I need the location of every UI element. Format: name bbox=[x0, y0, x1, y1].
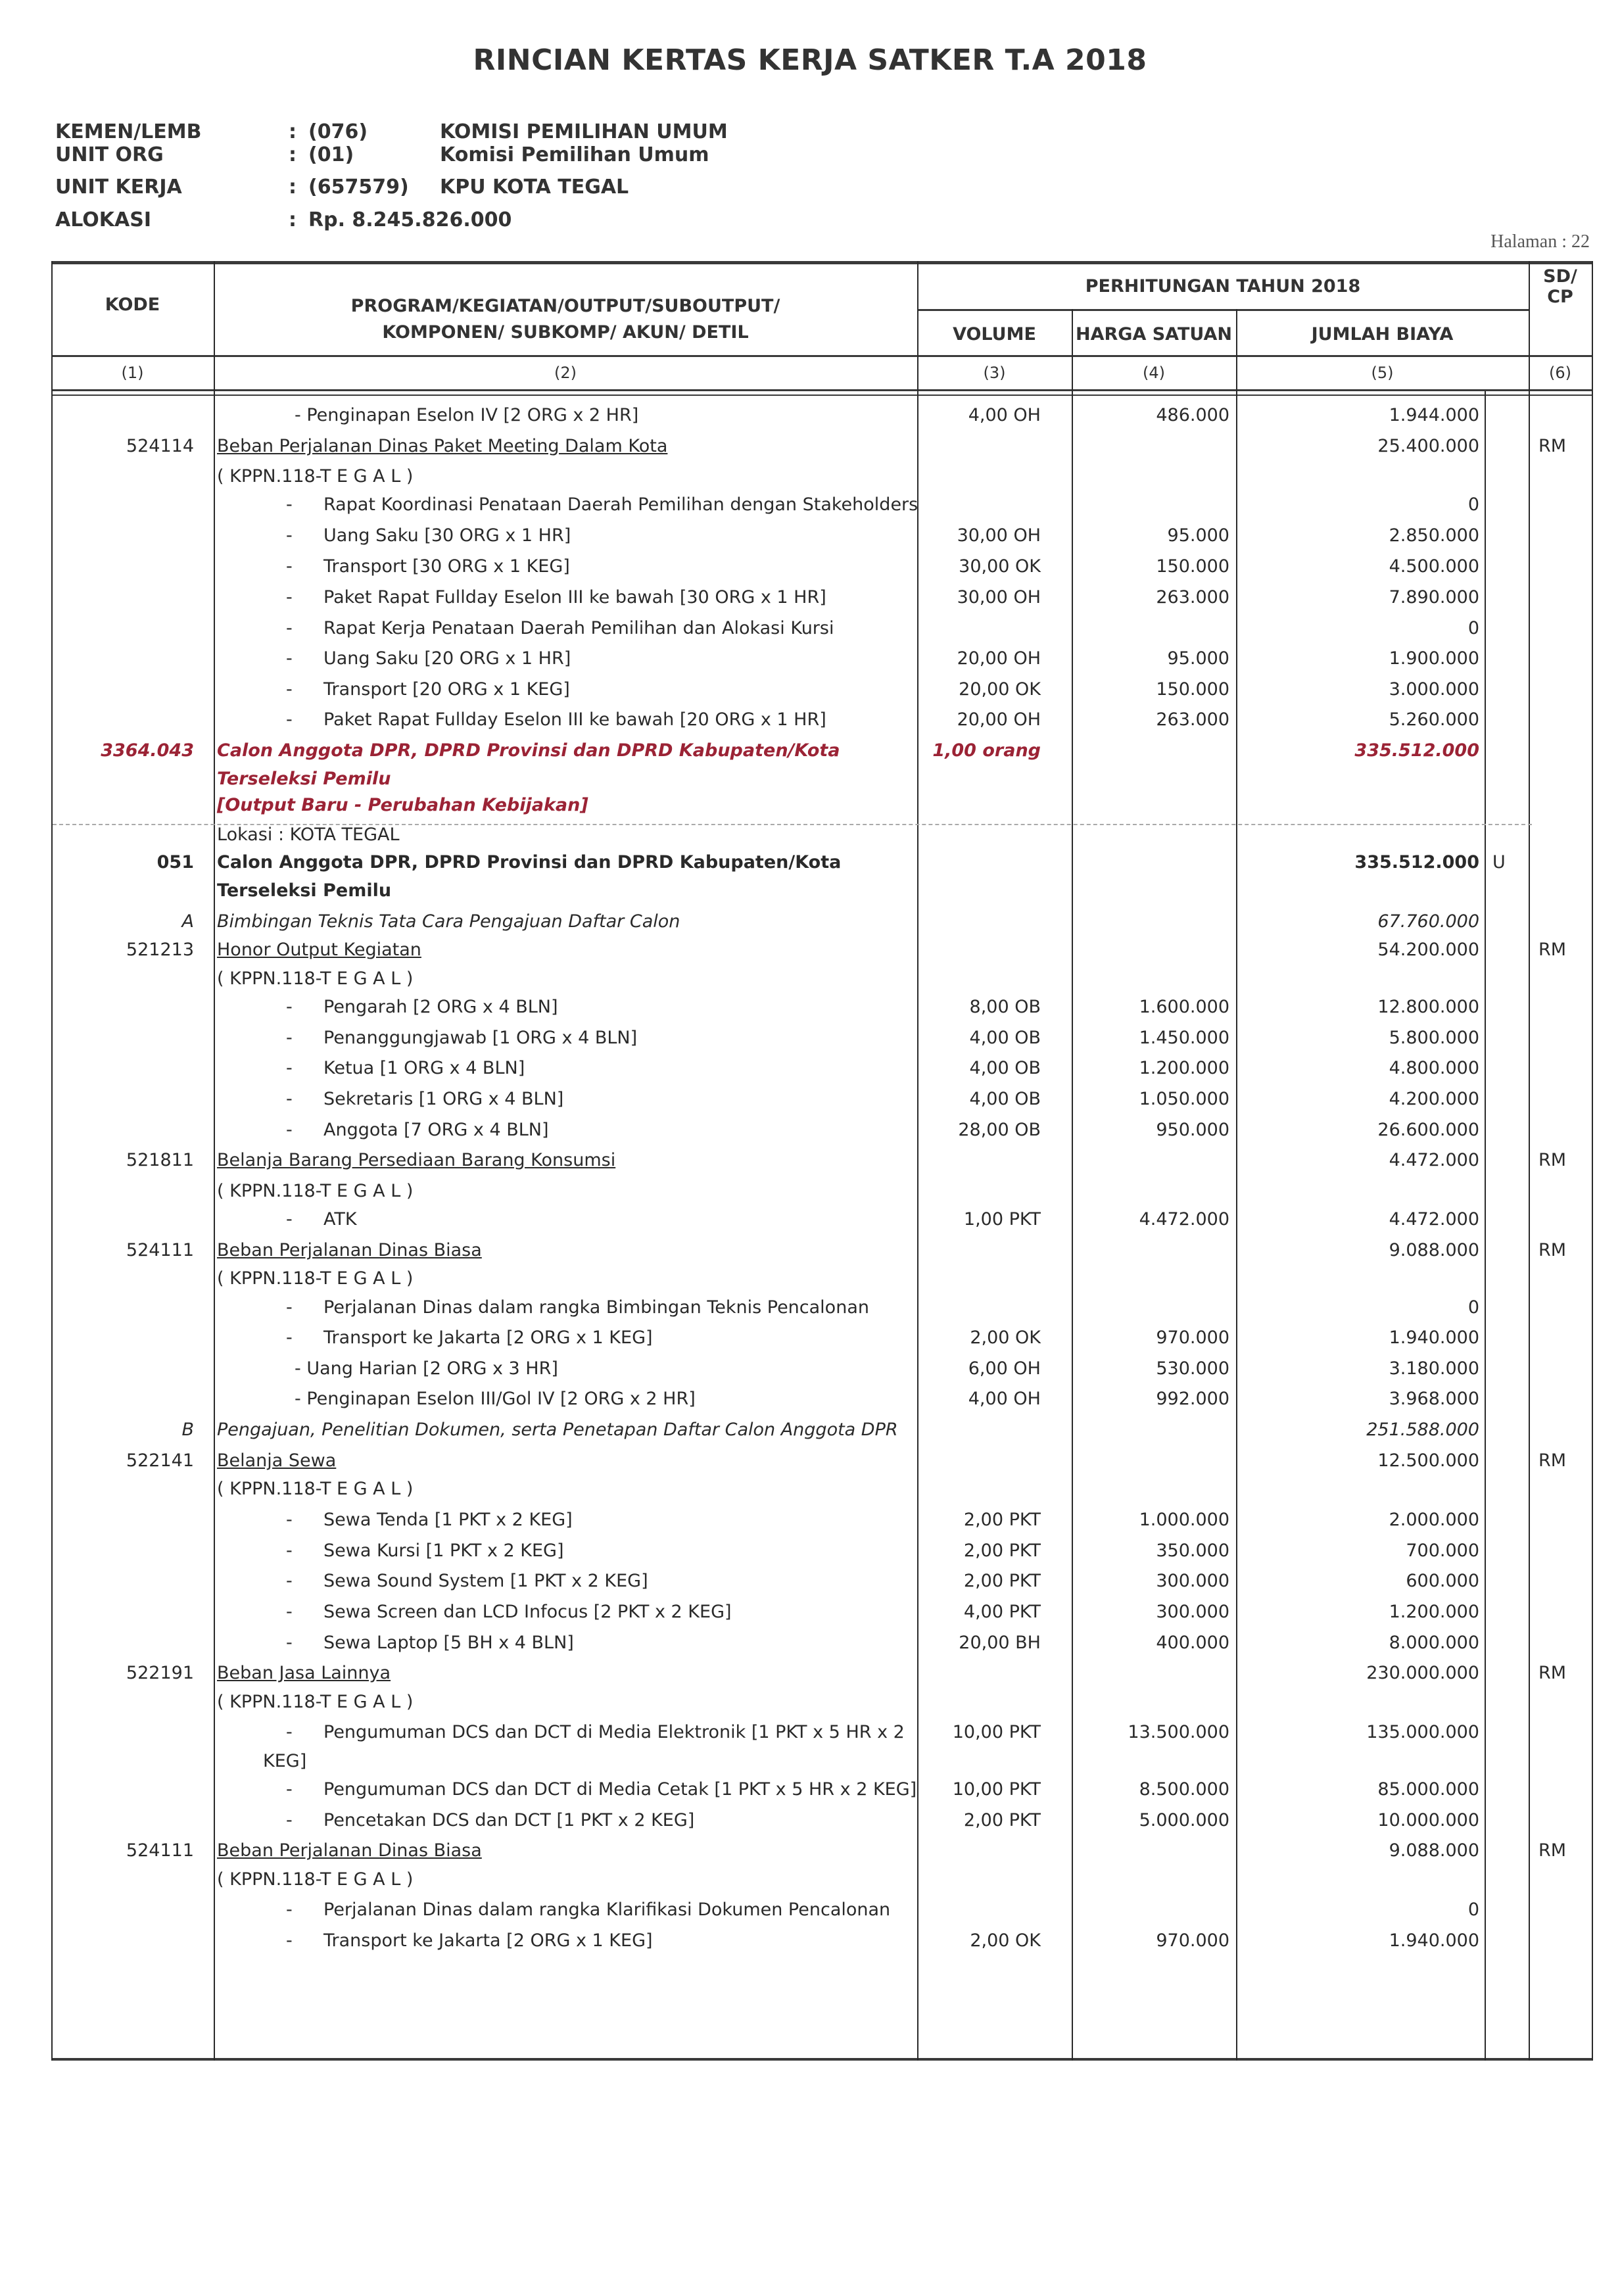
row-description: Honor Output Kegiatan bbox=[217, 940, 421, 960]
bullet-icon: - bbox=[286, 1209, 293, 1230]
row-description: Perjalanan Dinas dalam rangka Bimbingan Teknis Pencalonan bbox=[323, 1297, 869, 1318]
row-volume: 10,00 PKT bbox=[952, 1722, 1041, 1742]
meta-colon: : bbox=[289, 176, 297, 199]
row-volume: 2,00 OK bbox=[970, 1930, 1041, 1951]
row-description: ( KPPN.118-T E G A L ) bbox=[217, 969, 414, 989]
table-row bbox=[0, 521, 1620, 552]
row-jumlah-biaya: 3.180.000 bbox=[1389, 1358, 1479, 1379]
row-harga-satuan: 1.000.000 bbox=[1139, 1510, 1229, 1530]
row-jumlah-biaya: 1.200.000 bbox=[1389, 1602, 1479, 1622]
row-description: Anggota [7 ORG x 4 BLN] bbox=[323, 1120, 549, 1140]
bullet-icon: - bbox=[286, 556, 293, 577]
row-sdcp: RM bbox=[1538, 1240, 1567, 1260]
row-jumlah-biaya: 251.588.000 bbox=[1366, 1420, 1479, 1440]
bullet-icon: - bbox=[286, 1541, 293, 1561]
row-harga-satuan: 1.450.000 bbox=[1139, 1028, 1229, 1048]
row-description: Pengumuman DCS dan DCT di Media Cetak [1 PKT x 5 HR x 2 KEG] bbox=[323, 1779, 917, 1800]
row-volume: 4,00 OB bbox=[969, 1058, 1041, 1078]
row-description: Ketua [1 ORG x 4 BLN] bbox=[323, 1058, 525, 1078]
row-description: KEG] bbox=[263, 1751, 307, 1771]
row-description: Terseleksi Pemilu bbox=[217, 880, 392, 901]
table-row bbox=[0, 706, 1620, 736]
row-description: Calon Anggota DPR, DPRD Provinsi dan DPRD Kabupaten/Kota bbox=[217, 740, 840, 761]
table-row bbox=[0, 1506, 1620, 1537]
header-sdcp-line2: CP bbox=[1547, 287, 1573, 307]
meta-name: Komisi Pemilihan Umum bbox=[440, 143, 709, 166]
row-volume: 2,00 PKT bbox=[963, 1510, 1041, 1530]
row-volume: 30,00 OH bbox=[957, 525, 1041, 546]
table-row bbox=[0, 1537, 1620, 1567]
bullet-icon: - bbox=[286, 587, 293, 608]
row-description: Transport ke Jakarta [2 ORG x 1 KEG] bbox=[323, 1327, 653, 1348]
row-jumlah-biaya: 3.000.000 bbox=[1389, 679, 1479, 700]
row-description: ( KPPN.118-T E G A L ) bbox=[217, 1268, 414, 1289]
row-jumlah-biaya: 9.088.000 bbox=[1389, 1840, 1479, 1861]
row-volume: 10,00 PKT bbox=[952, 1779, 1041, 1800]
table-row bbox=[0, 736, 1620, 767]
row-description: ( KPPN.118-T E G A L ) bbox=[217, 1692, 414, 1712]
table-bottom-border bbox=[51, 2058, 1593, 2061]
row-description: Rapat Koordinasi Penataan Daerah Pemilihan dengan Stakeholders bbox=[323, 494, 918, 515]
bullet-icon: - bbox=[286, 1779, 293, 1800]
bullet-icon: - bbox=[286, 1722, 293, 1742]
row-jumlah-biaya: 12.500.000 bbox=[1377, 1450, 1479, 1471]
row-description: Beban Perjalanan Dinas Biasa bbox=[217, 1840, 482, 1861]
colno-bottom-border-2 bbox=[51, 395, 1593, 396]
header-kode: KODE bbox=[105, 295, 160, 315]
row-kode: 524111 bbox=[126, 1240, 194, 1260]
row-jumlah-biaya: 5.800.000 bbox=[1389, 1028, 1479, 1048]
colno-3: (3) bbox=[983, 364, 1006, 382]
table-row bbox=[0, 1567, 1620, 1598]
meta-colon: : bbox=[289, 143, 297, 166]
row-jumlah-biaya: 26.600.000 bbox=[1377, 1120, 1479, 1140]
row-jumlah-biaya: 4.500.000 bbox=[1389, 556, 1479, 577]
row-jumlah-biaya: 1.900.000 bbox=[1389, 648, 1479, 669]
row-volume: 20,00 OH bbox=[957, 648, 1041, 669]
row-volume: 6,00 OH bbox=[968, 1358, 1041, 1379]
bullet-icon: - bbox=[286, 1327, 293, 1348]
table-row bbox=[0, 644, 1620, 675]
table-row bbox=[0, 1865, 1620, 1896]
row-description: Pengarah [2 ORG x 4 BLN] bbox=[323, 997, 558, 1017]
row-description: Transport [20 ORG x 1 KEG] bbox=[323, 679, 570, 700]
colno-4: (4) bbox=[1143, 364, 1165, 382]
table-row bbox=[0, 1926, 1620, 1957]
bullet-icon: - bbox=[286, 1089, 293, 1109]
row-kode: 522191 bbox=[126, 1663, 194, 1683]
row-harga-satuan: 150.000 bbox=[1156, 679, 1229, 700]
row-harga-satuan: 992.000 bbox=[1156, 1389, 1229, 1409]
row-volume: 4,00 OB bbox=[969, 1089, 1041, 1109]
row-description: Pencetakan DCS dan DCT [1 PKT x 2 KEG] bbox=[323, 1810, 695, 1830]
row-description: ( KPPN.118-T E G A L ) bbox=[217, 466, 414, 487]
row-volume: 2,00 PKT bbox=[963, 1571, 1041, 1591]
table-row bbox=[0, 1598, 1620, 1629]
row-jumlah-biaya: 700.000 bbox=[1406, 1541, 1479, 1561]
bullet-icon: - bbox=[286, 1058, 293, 1078]
row-description: Transport ke Jakarta [2 ORG x 1 KEG] bbox=[323, 1930, 653, 1951]
row-description: Sewa Sound System [1 PKT x 2 KEG] bbox=[323, 1571, 648, 1591]
row-jumlah-biaya: 4.200.000 bbox=[1389, 1089, 1479, 1109]
meta-label: UNIT KERJA bbox=[55, 176, 182, 199]
row-jumlah-biaya: 4.800.000 bbox=[1389, 1058, 1479, 1078]
row-description: Terseleksi Pemilu bbox=[217, 769, 391, 789]
bullet-icon: - bbox=[286, 679, 293, 700]
bullet-icon: - bbox=[286, 1602, 293, 1622]
header-perhitungan: PERHITUNGAN TAHUN 2018 bbox=[1085, 276, 1361, 297]
table-row bbox=[0, 1775, 1620, 1806]
row-jumlah-biaya: 135.000.000 bbox=[1366, 1722, 1479, 1742]
row-harga-satuan: 300.000 bbox=[1156, 1571, 1229, 1591]
table-row bbox=[0, 1416, 1620, 1447]
header-divider bbox=[917, 309, 1529, 311]
row-harga-satuan: 263.000 bbox=[1156, 587, 1229, 608]
row-sdcp: RM bbox=[1538, 940, 1567, 960]
meta-name: KPU KOTA TEGAL bbox=[440, 176, 629, 199]
row-jumlah-biaya: 7.890.000 bbox=[1389, 587, 1479, 608]
row-kode: 3364.043 bbox=[101, 740, 194, 761]
table-row bbox=[0, 907, 1620, 938]
row-harga-satuan: 486.000 bbox=[1156, 405, 1229, 425]
row-volume: 2,00 PKT bbox=[963, 1810, 1041, 1830]
row-volume: 4,00 PKT bbox=[963, 1602, 1041, 1622]
row-flag: U bbox=[1492, 852, 1506, 873]
page-number: Halaman : 22 bbox=[1490, 231, 1590, 252]
row-jumlah-biaya: 1.940.000 bbox=[1389, 1930, 1479, 1951]
meta-code: (01) bbox=[308, 143, 354, 166]
row-volume: 20,00 OK bbox=[959, 679, 1041, 700]
row-kode: 524114 bbox=[126, 436, 194, 456]
row-description: Rapat Kerja Penataan Daerah Pemilihan dan Alokasi Kursi bbox=[323, 618, 834, 638]
row-volume: 4,00 OH bbox=[968, 1389, 1041, 1409]
row-description: ( KPPN.118-T E G A L ) bbox=[217, 1181, 414, 1201]
row-harga-satuan: 4.472.000 bbox=[1139, 1209, 1229, 1230]
row-description: ( KPPN.118-T E G A L ) bbox=[217, 1869, 414, 1890]
row-kode: 521213 bbox=[126, 940, 194, 960]
row-description: - Uang Harian [2 ORG x 3 HR] bbox=[295, 1358, 558, 1379]
row-description: Uang Saku [20 ORG x 1 HR] bbox=[323, 648, 571, 669]
row-jumlah-biaya: 12.800.000 bbox=[1377, 997, 1479, 1017]
document-title: RINCIAN KERTAS KERJA SATKER T.A 2018 bbox=[473, 43, 1147, 77]
row-jumlah-biaya: 25.400.000 bbox=[1377, 436, 1479, 456]
colno-bottom-border bbox=[51, 389, 1593, 391]
header-program-line1: PROGRAM/KEGIATAN/OUTPUT/SUBOUTPUT/ bbox=[350, 296, 780, 316]
bullet-icon: - bbox=[286, 648, 293, 669]
row-kode: 521811 bbox=[126, 1150, 194, 1170]
row-jumlah-biaya: 4.472.000 bbox=[1389, 1150, 1479, 1170]
table-row bbox=[0, 432, 1620, 463]
row-volume: 30,00 OH bbox=[957, 587, 1041, 608]
row-description: Lokasi : KOTA TEGAL bbox=[217, 825, 400, 845]
bullet-icon: - bbox=[286, 1900, 293, 1920]
table-row bbox=[0, 1747, 1620, 1778]
row-jumlah-biaya: 5.260.000 bbox=[1389, 709, 1479, 730]
row-jumlah-biaya: 230.000.000 bbox=[1366, 1663, 1479, 1683]
row-volume: 30,00 OK bbox=[959, 556, 1041, 577]
row-jumlah-biaya: 3.968.000 bbox=[1389, 1389, 1479, 1409]
table-row bbox=[0, 1205, 1620, 1236]
table-row bbox=[0, 1659, 1620, 1690]
row-kode: B bbox=[181, 1420, 194, 1440]
row-description: Paket Rapat Fullday Eselon III ke bawah [30 ORG x 1 HR] bbox=[323, 587, 826, 608]
row-jumlah-biaya: 8.000.000 bbox=[1389, 1633, 1479, 1653]
table-row bbox=[0, 848, 1620, 879]
row-harga-satuan: 8.500.000 bbox=[1139, 1779, 1229, 1800]
table-row bbox=[0, 791, 1620, 822]
row-description: Transport [30 ORG x 1 KEG] bbox=[323, 556, 570, 577]
row-description: Sewa Screen dan LCD Infocus [2 PKT x 2 KEG] bbox=[323, 1602, 732, 1622]
row-jumlah-biaya: 1.944.000 bbox=[1389, 405, 1479, 425]
row-description: Bimbingan Teknis Tata Cara Pengajuan Daftar Calon bbox=[217, 911, 680, 932]
bullet-icon: - bbox=[286, 525, 293, 546]
table-row bbox=[0, 936, 1620, 967]
bullet-icon: - bbox=[286, 618, 293, 638]
row-harga-satuan: 1.600.000 bbox=[1139, 997, 1229, 1017]
table-row bbox=[0, 1116, 1620, 1147]
table-row bbox=[0, 1718, 1620, 1749]
table-row bbox=[0, 1354, 1620, 1385]
table-row bbox=[0, 675, 1620, 706]
row-description: Beban Perjalanan Dinas Biasa bbox=[217, 1240, 482, 1260]
bullet-icon: - bbox=[286, 1120, 293, 1140]
table-row bbox=[0, 401, 1620, 432]
table-row bbox=[0, 1264, 1620, 1295]
row-harga-satuan: 263.000 bbox=[1156, 709, 1229, 730]
row-volume: 4,00 OB bbox=[969, 1028, 1041, 1048]
row-sdcp: RM bbox=[1538, 1150, 1567, 1170]
row-description: Pengajuan, Penelitian Dokumen, serta Penetapan Daftar Calon Anggota DPR bbox=[217, 1420, 898, 1440]
meta-label: KEMEN/LEMB bbox=[55, 120, 202, 143]
bullet-icon: - bbox=[286, 1810, 293, 1830]
row-harga-satuan: 1.050.000 bbox=[1139, 1089, 1229, 1109]
row-jumlah-biaya: 2.000.000 bbox=[1389, 1510, 1479, 1530]
row-sdcp: RM bbox=[1538, 436, 1567, 456]
row-volume: 20,00 OH bbox=[957, 709, 1041, 730]
row-jumlah-biaya: 1.940.000 bbox=[1389, 1327, 1479, 1348]
table-row bbox=[0, 614, 1620, 645]
row-jumlah-biaya: 600.000 bbox=[1406, 1571, 1479, 1591]
row-volume: 20,00 BH bbox=[959, 1633, 1041, 1653]
table-row bbox=[0, 1896, 1620, 1926]
row-description: Sewa Kursi [1 PKT x 2 KEG] bbox=[323, 1541, 564, 1561]
colno-2: (2) bbox=[554, 364, 577, 382]
row-description: Pengumuman DCS dan DCT di Media Elektronik [1 PKT x 5 HR x 2 bbox=[323, 1722, 905, 1742]
row-kode: 524111 bbox=[126, 1840, 194, 1861]
row-volume: 1,00 PKT bbox=[963, 1209, 1041, 1230]
row-jumlah-biaya: 0 bbox=[1467, 1297, 1479, 1318]
bullet-icon: - bbox=[286, 997, 293, 1017]
row-sdcp: RM bbox=[1538, 1840, 1567, 1861]
row-description: Paket Rapat Fullday Eselon III ke bawah [20 ORG x 1 HR] bbox=[323, 709, 826, 730]
row-jumlah-biaya: 0 bbox=[1467, 494, 1479, 515]
table-row bbox=[0, 1629, 1620, 1660]
table-row bbox=[0, 1688, 1620, 1719]
row-harga-satuan: 13.500.000 bbox=[1128, 1722, 1229, 1742]
table-row bbox=[0, 876, 1620, 907]
row-harga-satuan: 950.000 bbox=[1156, 1120, 1229, 1140]
table-row bbox=[0, 552, 1620, 583]
row-description: Calon Anggota DPR, DPRD Provinsi dan DPRD Kabupaten/Kota bbox=[217, 852, 842, 873]
row-harga-satuan: 530.000 bbox=[1156, 1358, 1229, 1379]
row-jumlah-biaya: 335.512.000 bbox=[1354, 852, 1479, 873]
row-kode: A bbox=[181, 911, 194, 932]
row-jumlah-biaya: 85.000.000 bbox=[1377, 1779, 1479, 1800]
row-harga-satuan: 95.000 bbox=[1167, 525, 1229, 546]
row-jumlah-biaya: 4.472.000 bbox=[1389, 1209, 1479, 1230]
table-row bbox=[0, 1236, 1620, 1267]
table-row bbox=[0, 1024, 1620, 1055]
row-harga-satuan: 300.000 bbox=[1156, 1602, 1229, 1622]
meta-code: (076) bbox=[308, 120, 368, 143]
meta-label: UNIT ORG bbox=[55, 143, 164, 166]
row-volume: 8,00 OB bbox=[969, 997, 1041, 1017]
table-row bbox=[0, 993, 1620, 1024]
table-row bbox=[0, 821, 1620, 851]
meta-colon: : bbox=[289, 208, 297, 231]
row-jumlah-biaya: 9.088.000 bbox=[1389, 1240, 1479, 1260]
row-kode: 522141 bbox=[126, 1450, 194, 1471]
row-jumlah-biaya: 0 bbox=[1467, 1900, 1479, 1920]
row-harga-satuan: 95.000 bbox=[1167, 648, 1229, 669]
bullet-icon: - bbox=[286, 709, 293, 730]
table-row bbox=[0, 1324, 1620, 1354]
bullet-icon: - bbox=[286, 1297, 293, 1318]
bullet-icon: - bbox=[286, 1028, 293, 1048]
row-description: Beban Jasa Lainnya bbox=[217, 1663, 391, 1683]
row-description: Beban Perjalanan Dinas Paket Meeting Dalam Kota bbox=[217, 436, 668, 456]
row-description: Sewa Tenda [1 PKT x 2 KEG] bbox=[323, 1510, 573, 1530]
row-volume: 2,00 OK bbox=[970, 1327, 1041, 1348]
row-volume: 28,00 OB bbox=[958, 1120, 1041, 1140]
colno-5: (5) bbox=[1371, 364, 1394, 382]
row-description: Sekretaris [1 ORG x 4 BLN] bbox=[323, 1089, 564, 1109]
table-row bbox=[0, 490, 1620, 521]
meta-colon: : bbox=[289, 120, 297, 143]
table-row bbox=[0, 1054, 1620, 1085]
header-harga-satuan: HARGA SATUAN bbox=[1076, 324, 1232, 345]
row-jumlah-biaya: 335.512.000 bbox=[1354, 740, 1479, 761]
row-description: Belanja Barang Persediaan Barang Konsumsi bbox=[217, 1150, 616, 1170]
table-row bbox=[0, 965, 1620, 995]
table-row bbox=[0, 1447, 1620, 1477]
table-row bbox=[0, 1146, 1620, 1177]
row-description: - Penginapan Eselon III/Gol IV [2 ORG x 2 HR] bbox=[295, 1389, 696, 1409]
table-row bbox=[0, 1475, 1620, 1506]
row-description: [Output Baru - Perubahan Kebijakan] bbox=[217, 795, 588, 815]
row-harga-satuan: 400.000 bbox=[1156, 1633, 1229, 1653]
header-jumlah-biaya: JUMLAH BIAYA bbox=[1311, 324, 1454, 345]
row-harga-satuan: 350.000 bbox=[1156, 1541, 1229, 1561]
header-program-line2: KOMPONEN/ SUBKOMP/ AKUN/ DETIL bbox=[382, 322, 749, 343]
row-description: Perjalanan Dinas dalam rangka Klarifikasi Dokumen Pencalonan bbox=[323, 1900, 891, 1920]
meta-code: (657579) bbox=[308, 176, 409, 199]
row-volume: 1,00 orang bbox=[932, 740, 1041, 761]
meta-value: Rp. 8.245.826.000 bbox=[308, 208, 512, 231]
bullet-icon: - bbox=[286, 1633, 293, 1653]
bullet-icon: - bbox=[286, 1930, 293, 1951]
bullet-icon: - bbox=[286, 1510, 293, 1530]
row-jumlah-biaya: 67.760.000 bbox=[1377, 911, 1479, 932]
row-description: Sewa Laptop [5 BH x 4 BLN] bbox=[323, 1633, 574, 1653]
row-harga-satuan: 1.200.000 bbox=[1139, 1058, 1229, 1078]
row-kode: 051 bbox=[156, 852, 194, 873]
row-sdcp: RM bbox=[1538, 1663, 1567, 1683]
row-harga-satuan: 970.000 bbox=[1156, 1930, 1229, 1951]
table-row bbox=[0, 1385, 1620, 1416]
row-description: Uang Saku [30 ORG x 1 HR] bbox=[323, 525, 571, 546]
table-row bbox=[0, 1836, 1620, 1867]
header-volume: VOLUME bbox=[953, 324, 1036, 345]
header-bottom-border bbox=[51, 355, 1593, 357]
header-sdcp-line1: SD/ bbox=[1543, 266, 1577, 287]
row-harga-satuan: 970.000 bbox=[1156, 1327, 1229, 1348]
row-volume: 4,00 OH bbox=[968, 405, 1041, 425]
row-description: ATK bbox=[323, 1209, 357, 1230]
colno-1: (1) bbox=[121, 364, 144, 382]
row-jumlah-biaya: 10.000.000 bbox=[1377, 1810, 1479, 1830]
table-top-border bbox=[51, 261, 1593, 264]
row-harga-satuan: 150.000 bbox=[1156, 556, 1229, 577]
row-description: Belanja Sewa bbox=[217, 1450, 337, 1471]
row-description: ( KPPN.118-T E G A L ) bbox=[217, 1479, 414, 1499]
colno-6: (6) bbox=[1549, 364, 1571, 382]
row-sdcp: RM bbox=[1538, 1450, 1567, 1471]
table-row bbox=[0, 1806, 1620, 1837]
row-jumlah-biaya: 0 bbox=[1467, 618, 1479, 638]
table-row bbox=[0, 1085, 1620, 1116]
row-description: - Penginapan Eselon IV [2 ORG x 2 HR] bbox=[295, 405, 639, 425]
row-description: Penanggungjawab [1 ORG x 4 BLN] bbox=[323, 1028, 638, 1048]
row-harga-satuan: 5.000.000 bbox=[1139, 1810, 1229, 1830]
table-row bbox=[0, 1177, 1620, 1208]
table-row bbox=[0, 462, 1620, 493]
row-jumlah-biaya: 2.850.000 bbox=[1389, 525, 1479, 546]
table-row bbox=[0, 1293, 1620, 1324]
bullet-icon: - bbox=[286, 494, 293, 515]
row-volume: 2,00 PKT bbox=[963, 1541, 1041, 1561]
meta-label: ALOKASI bbox=[55, 208, 152, 231]
table-row bbox=[0, 583, 1620, 614]
row-jumlah-biaya: 54.200.000 bbox=[1377, 940, 1479, 960]
bullet-icon: - bbox=[286, 1571, 293, 1591]
meta-name: KOMISI PEMILIHAN UMUM bbox=[440, 120, 728, 143]
